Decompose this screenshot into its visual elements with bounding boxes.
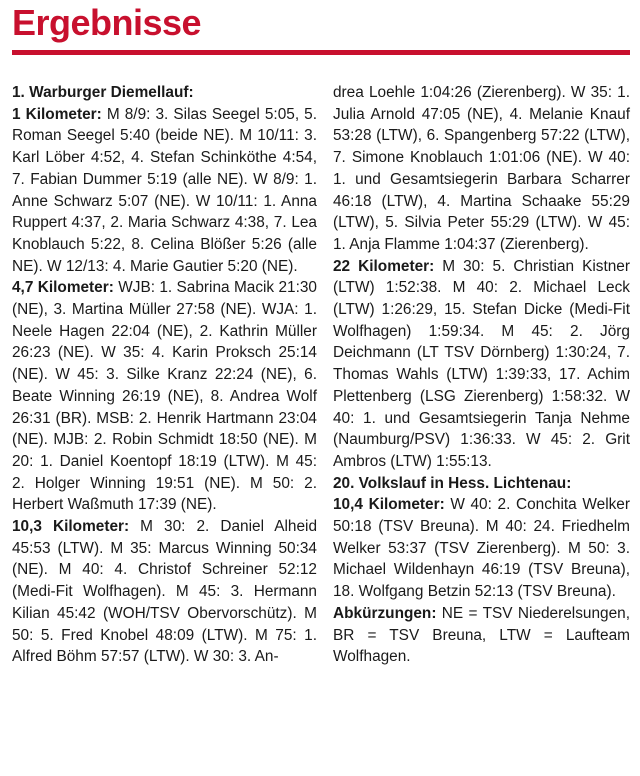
results-text: M 30: 2. Daniel Alheid 45:53 (LTW). M 35: Marcus Winning 50:34 (NE). M 40: 4. Christof Schreiner 52:12 (Medi-Fit Wolfhagen). M 45: 3. Hermann Kilian 45:42 (WOH/TSV Obervorschütz). M 50: 5. Fred Knobel 48:09 (LTW). M 75: 1. Alfred Böhm 57:57 (LTW). W 30: 3. An- <box>12 518 318 666</box>
title-rule <box>12 50 630 55</box>
event-heading: 20. Volkslauf in Hess. Lichtenau: <box>333 474 572 492</box>
distance-label: 22 Kilometer: <box>333 257 435 275</box>
results-column-left <box>12 82 317 668</box>
results-paragraph-1km <box>12 104 317 278</box>
distance-label: 10,4 Kilometer: <box>333 496 445 514</box>
results-paragraph-10-3km <box>12 516 317 668</box>
results-paragraph-10-4km <box>333 494 630 603</box>
results-text: drea Loehle 1:04:26 (Zierenberg). W 35: 1. Julia Arnold 47:05 (NE), 4. Melanie Knauf 53:28 (LTW), 6. Spangenberg 57:22 (LTW), 7. Simone Knoblauch 1:01:06 (NE). W 40: 1. und Gesamtsiegerin Barbara Scharrer 46:18 (LTW), 4. Martina Schaake 55:29 (LTW), 5. Silvia Peter 55:29 (LTW). W 45: 1. Anja Flamme 1:04:37 (Zierenberg). <box>333 84 630 253</box>
abbreviations <box>333 603 630 668</box>
event-heading: 1. Warburger Diemellauf: <box>12 84 194 101</box>
distance-label: 10,3 Kilometer: <box>12 518 130 536</box>
abbreviations-label: Abkürzungen: <box>333 604 437 622</box>
results-column-right <box>333 82 630 668</box>
results-paragraph-10-3km-cont <box>333 82 630 256</box>
results-text: M 8/9: 3. Silas Seegel 5:05, 5. Roman Seegel 5:40 (beide NE). M 10/11: 3. Karl Löber 4:52, 4. Stefan Schinköthe 4:54, 7. Fabian Dummer 5:19 (alle NE). W 8/9: 1. Anne Schwarz 5:07 (NE). W 10/11: 1. Anna Ruppert 4:37, 2. Maria Schwarz 4:38, 7. Lea Knoblauch 5:22, 8. Celina Blößer 5:26 (alle NE). W 12/13: 4. Marie Gautier 5:20 (NE). <box>12 105 318 275</box>
results-paragraph-4-7km <box>12 277 317 516</box>
abbreviations-text: NE = TSV Niederelsungen, BR = TSV Breuna, LTW = Laufteam Wolfhagen. <box>333 604 630 666</box>
results-text: W 40: 2. Conchita Welker 50:18 (TSV Breuna). M 40: 24. Friedhelm Welker 53:37 (TSV Zierenberg). M 50: 3. Michael Wildenhayn 46:19 (TSV Breuna), 18. Wolfgang Betzin 52:13 (TSV Breuna). <box>333 496 630 601</box>
results-paragraph-22km <box>333 256 630 473</box>
distance-label: 1 Kilometer: <box>12 105 102 123</box>
header <box>0 0 640 60</box>
distance-label: 4,7 Kilometer: <box>12 279 114 297</box>
page-title: Ergebnisse <box>12 2 202 43</box>
results-text: M 30: 5. Christian Kistner (LTW) 1:52:38. M 40: 2. Michael Leck (LTW) 1:26:29, 15. Stefan Dicke (Medi-Fit Wolfhagen) 1:59:34. M 45: 2. Jörg Deichmann (LT TSV Dörnberg) 1:30:24, 7. Thomas Wahls (LTW) 1:39:33, 17. Achim Plettenberg (LSG Zierenberg) 1:58:32. W 40: 1. und Gesamtsiegerin Tanja Nehme (Naumburg/PSV) 1:36:33. W 45: 2. Grit Ambros (LTW) 1:55:13. <box>333 257 630 470</box>
results-text: WJB: 1. Sabrina Macik 21:30 (NE), 3. Martina Müller 27:58 (NE). WJA: 1. Neele Hagen 22:04 (NE), 2. Kathrin Müller 26:23 (NE). W 35: 4. Karin Proksch 25:14 (NE). W 45: 3. Silke Kranz 22:24 (NE), 6. Beate Winning 26:19 (NE), 8. Andrea Wolf 26:31 (BR). MSB: 2. Henrik Hartmann 23:04 (NE). MJB: 2. Robin Schmidt 18:50 (NE). M 20: 1. Daniel Koentopf 18:19 (LTW). M 45: 2. Holger Winning 19:51 (NE). M 50: 2. Herbert Waßmuth 17:39 (NE). <box>12 279 317 514</box>
